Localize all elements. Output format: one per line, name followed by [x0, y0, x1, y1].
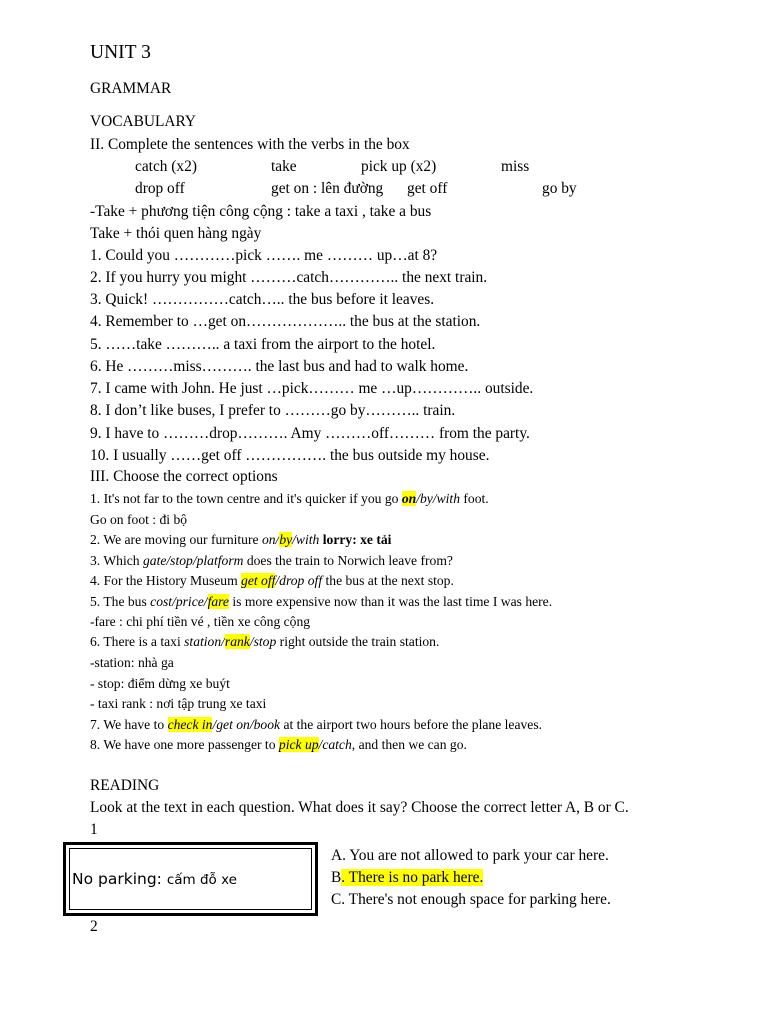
- sentence-item: 10. I usually ……get off ……………. the bus outside my house.: [90, 447, 490, 464]
- take-note: -Take + phương tiện công cộng : take a taxi , take a bus: [90, 203, 432, 220]
- highlighted-answer: check in: [167, 717, 213, 732]
- question-text: , and then we can go.: [351, 737, 467, 752]
- note-station: -station: nhà ga: [90, 655, 174, 670]
- question-text: the bus at the next stop.: [322, 573, 454, 588]
- section3-instruction: III. Choose the correct options: [90, 468, 278, 485]
- choice-question-8: [90, 737, 467, 753]
- choice-question-1: [90, 491, 489, 507]
- sign-box: [63, 842, 318, 916]
- question-text: right outside the train station.: [276, 634, 440, 649]
- option-letter: B: [331, 869, 342, 886]
- question-number-2: 2: [90, 918, 98, 935]
- vocab-note: lorry: xe tải: [319, 532, 392, 547]
- option-text: /get on/book: [212, 717, 281, 732]
- choice-question-6: [90, 634, 439, 650]
- sign-main-text: No parking:: [72, 870, 167, 888]
- sentence-item: 4. Remember to …get on……………….. the bus at the station.: [90, 313, 481, 330]
- sentence-item: 2. If you hurry you might ………catch………….. the next train.: [90, 269, 488, 286]
- vocabulary-heading: VOCABULARY: [90, 113, 197, 130]
- sentence-item: 3. Quick! ……………catch….. the bus before it leaves.: [90, 291, 435, 308]
- section2-instruction: II. Complete the sentences with the verbs in the box: [90, 136, 410, 153]
- question-text: 5. The bus: [90, 594, 151, 609]
- highlighted-answer: pick up: [278, 737, 319, 752]
- note-taxi-rank: - taxi rank : nơi tập trung xe taxi: [90, 696, 267, 711]
- unit-title: UNIT 3: [90, 42, 151, 63]
- option-text: /by/with: [416, 491, 460, 506]
- verb-box-item: drop off: [135, 180, 185, 197]
- note-stop: - stop: điểm dừng xe buýt: [90, 676, 230, 691]
- answer-option-b: [331, 869, 483, 887]
- highlighted-answer: rank: [224, 634, 250, 649]
- option-text: /catch: [318, 737, 352, 752]
- option-text: on/: [261, 532, 280, 547]
- highlighted-answer: by: [279, 532, 293, 547]
- note-go-on-foot: Go on foot : đi bộ: [90, 512, 188, 527]
- verb-box-item: go by: [542, 180, 577, 197]
- question-text: does the train to Norwich leave from?: [243, 553, 453, 568]
- highlighted-answer: . There is no park here.: [341, 869, 484, 886]
- sentence-item: 5. ……take ……….. a taxi from the airport to the hotel.: [90, 336, 436, 353]
- sentence-item: 7. I came with John. He just …pick……… me …up………….. outside.: [90, 380, 534, 397]
- answer-option-a: A. You are not allowed to park your car here.: [331, 847, 609, 864]
- question-text: 8. We have one more passenger to: [90, 737, 279, 752]
- option-text: gate/stop/platform: [142, 553, 244, 568]
- sign-text: [72, 870, 237, 888]
- option-text: /drop off: [275, 573, 323, 588]
- question-text: foot.: [460, 491, 489, 506]
- question-text: 6. There is a taxi: [90, 634, 185, 649]
- take-habit-note: Take + thói quen hàng ngày: [90, 225, 262, 242]
- question-text: 1. It's not far to the town centre and it's quicker if you go: [90, 491, 402, 506]
- grammar-heading: GRAMMAR: [90, 80, 172, 97]
- question-number-1: 1: [90, 821, 98, 838]
- verb-box-item: pick up (x2): [361, 158, 437, 175]
- question-text: 2. We are moving our furniture: [90, 532, 262, 547]
- answer-option-c: C. There's not enough space for parking here.: [331, 891, 611, 908]
- note-fare: -fare : chi phí tiền vé , tiền xe công cộng: [90, 614, 311, 629]
- highlighted-answer: fare: [207, 594, 229, 609]
- option-text: /with: [292, 532, 320, 547]
- highlighted-answer: on: [401, 491, 417, 506]
- verb-box-item: take: [271, 158, 297, 175]
- choice-question-3: [90, 553, 453, 569]
- choice-question-7: [90, 717, 542, 733]
- sentence-item: 9. I have to ………drop………. Amy ………off……… from the party.: [90, 425, 530, 442]
- verb-box-item: get off: [407, 180, 448, 197]
- choice-question-5: [90, 594, 552, 610]
- highlighted-answer: get off: [241, 573, 276, 588]
- reading-heading: READING: [90, 777, 160, 794]
- verb-box-item: catch (x2): [135, 158, 197, 175]
- choice-question-2: [90, 532, 391, 548]
- question-text: 3. Which: [90, 553, 143, 568]
- option-text: station/: [184, 634, 225, 649]
- sentence-item: 8. I don’t like buses, I prefer to ………go by……….. train.: [90, 402, 456, 419]
- verb-box-item: miss: [501, 158, 530, 175]
- question-text: is more expensive now than it was the last time I was here.: [228, 594, 553, 609]
- sentence-item: 1. Could you …………pick ……. me ……… up…at 8?: [90, 247, 438, 264]
- verb-box-item: get on : lên đường: [271, 180, 384, 197]
- reading-instruction: Look at the text in each question. What does it say? Choose the correct letter A, B or C.: [90, 799, 629, 816]
- sign-note-text: cấm đỗ xe: [166, 872, 237, 888]
- option-text: cost/price/: [150, 594, 208, 609]
- choice-question-4: [90, 573, 454, 589]
- sentence-item: 6. He ………miss………. the last bus and had to walk home.: [90, 358, 469, 375]
- question-text: 7. We have to: [90, 717, 168, 732]
- question-text: 4. For the History Museum: [90, 573, 242, 588]
- question-text: at the airport two hours before the plane leaves.: [280, 717, 543, 732]
- option-text: /stop: [249, 634, 277, 649]
